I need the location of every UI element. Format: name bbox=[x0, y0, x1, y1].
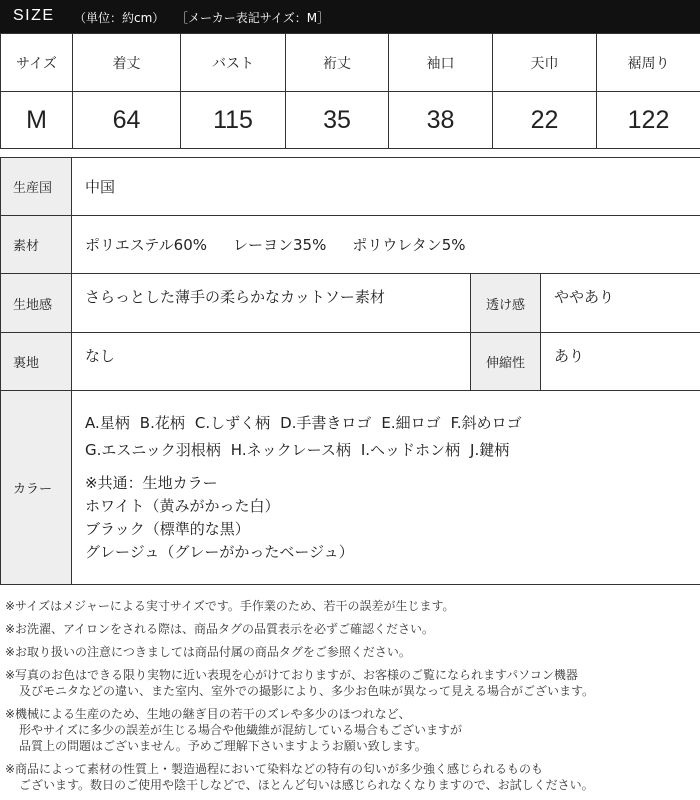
size-value: M bbox=[1, 92, 73, 149]
shoulder-width-col-header: 天巾 bbox=[493, 34, 597, 92]
note-line: 品質上の問題はございません。予めご理解下さいますようお願い致します。 bbox=[19, 739, 427, 753]
pattern-item: G.エスニック羽根柄 bbox=[85, 441, 221, 459]
size-table-value-row bbox=[1, 92, 700, 149]
note-item bbox=[5, 644, 695, 660]
sheer-label: 透け感 bbox=[471, 274, 541, 333]
note-line: 及びモニタなどの違い、また室内、室外での撮影により、多少お色味が異なって見える場合がございます。 bbox=[19, 684, 595, 698]
hem-col-header: 裾周り bbox=[597, 34, 700, 92]
pattern-item: I.ヘッドホン柄 bbox=[360, 441, 461, 459]
note-line: ございます。数日のご使用や陰干しなどで、ほとんど匂いは感じられなくなりますので、お試しください。 bbox=[19, 778, 594, 792]
texture-value: さらっとした薄手の柔らかなカットソー素材 bbox=[72, 274, 471, 333]
spec-row-origin bbox=[1, 158, 700, 216]
note-item bbox=[5, 761, 695, 793]
note-line: ※お取り扱いの注意につきましては商品付属の商品タグをご参照ください。 bbox=[5, 645, 411, 659]
spec-row-texture bbox=[1, 274, 700, 333]
pattern-item: H.ネックレース柄 bbox=[230, 441, 351, 459]
sleeve-length-value: 35 bbox=[286, 92, 389, 149]
note-line: ※サイズはメジャーによる実寸サイズです。手作業のため、若干の誤差が生じます。 bbox=[5, 599, 455, 613]
size-table bbox=[0, 33, 700, 149]
size-title: SIZE bbox=[13, 7, 55, 24]
material-item: ポリエステル60% bbox=[85, 236, 207, 254]
lining-label: 裏地 bbox=[1, 333, 72, 391]
texture-label: 生地感 bbox=[1, 274, 72, 333]
note-line: ※写真のお色はできる限り実物に近い表現を心がけておりますが、お客様のご覧になられますパソコン機器 bbox=[5, 668, 578, 682]
cuff-value: 38 bbox=[389, 92, 493, 149]
pattern-item: D.手書きロゴ bbox=[280, 414, 372, 432]
stretch-value: あり bbox=[541, 333, 700, 391]
common-color-item: ホワイト（黄みがかった白） bbox=[85, 497, 280, 515]
spec-table bbox=[0, 157, 700, 585]
size-header bbox=[0, 0, 700, 33]
spec-row-lining bbox=[1, 333, 700, 391]
common-color-title: ※共通：生地カラー bbox=[85, 474, 218, 492]
pattern-item: B.花柄 bbox=[139, 414, 185, 432]
sheer-value: ややあり bbox=[541, 274, 700, 333]
pattern-list-row1 bbox=[85, 410, 700, 437]
pattern-item: A.星柄 bbox=[85, 414, 130, 432]
note-item bbox=[5, 621, 695, 637]
stretch-label: 伸縮性 bbox=[471, 333, 541, 391]
sleeve-length-col-header: 裄丈 bbox=[286, 34, 389, 92]
hem-value: 122 bbox=[597, 92, 700, 149]
note-item bbox=[5, 667, 695, 699]
pattern-item: E.細ロゴ bbox=[381, 414, 441, 432]
bust-value: 115 bbox=[181, 92, 286, 149]
unit-label: （単位：約cm） bbox=[74, 11, 165, 25]
color-value bbox=[72, 391, 700, 585]
origin-value: 中国 bbox=[72, 158, 700, 216]
note-line: ※お洗濯、アイロンをされる際は、商品タグの品質表示を必ずご確認ください。 bbox=[5, 622, 434, 636]
material-value bbox=[72, 216, 700, 274]
material-item: ポリウレタン5% bbox=[352, 236, 466, 254]
pattern-item: C.しずく柄 bbox=[194, 414, 271, 432]
note-item bbox=[5, 598, 695, 614]
lining-value: なし bbox=[72, 333, 471, 391]
length-value: 64 bbox=[73, 92, 181, 149]
spec-row-material bbox=[1, 216, 700, 274]
common-color-item: グレージュ（グレーがかったベージュ） bbox=[85, 543, 354, 561]
cuff-col-header: 袖口 bbox=[389, 34, 493, 92]
size-table-header-row bbox=[1, 34, 700, 92]
maker-size-label: ［メーカー表記サイズ：M］ bbox=[176, 11, 330, 25]
note-line: ※商品によって素材の性質上・製造過程において染料などの特有の匂いが多少強く感じられるものも bbox=[5, 762, 544, 776]
material-item: レーヨン35% bbox=[233, 236, 327, 254]
note-line: 形やサイズに多少の誤差が生じる場合や他繊維が混紡している場合もございますが bbox=[19, 723, 463, 737]
notes-section bbox=[5, 598, 695, 800]
pattern-item: J.鍵柄 bbox=[470, 441, 510, 459]
origin-label: 生産国 bbox=[1, 158, 72, 216]
pattern-item: F.斜めロゴ bbox=[450, 414, 522, 432]
common-color-item: ブラック（標準的な黒） bbox=[85, 520, 250, 538]
pattern-list-row2 bbox=[85, 437, 700, 464]
note-item bbox=[5, 706, 695, 754]
length-col-header: 着丈 bbox=[73, 34, 181, 92]
size-col-header: サイズ bbox=[1, 34, 73, 92]
material-label: 素材 bbox=[1, 216, 72, 274]
spec-row-color bbox=[1, 391, 700, 585]
bust-col-header: バスト bbox=[181, 34, 286, 92]
note-line: ※機械による生産のため、生地の継ぎ目の若干のズレや多少のほつれなど、 bbox=[5, 707, 411, 721]
color-label: カラー bbox=[1, 391, 72, 585]
shoulder-width-value: 22 bbox=[493, 92, 597, 149]
